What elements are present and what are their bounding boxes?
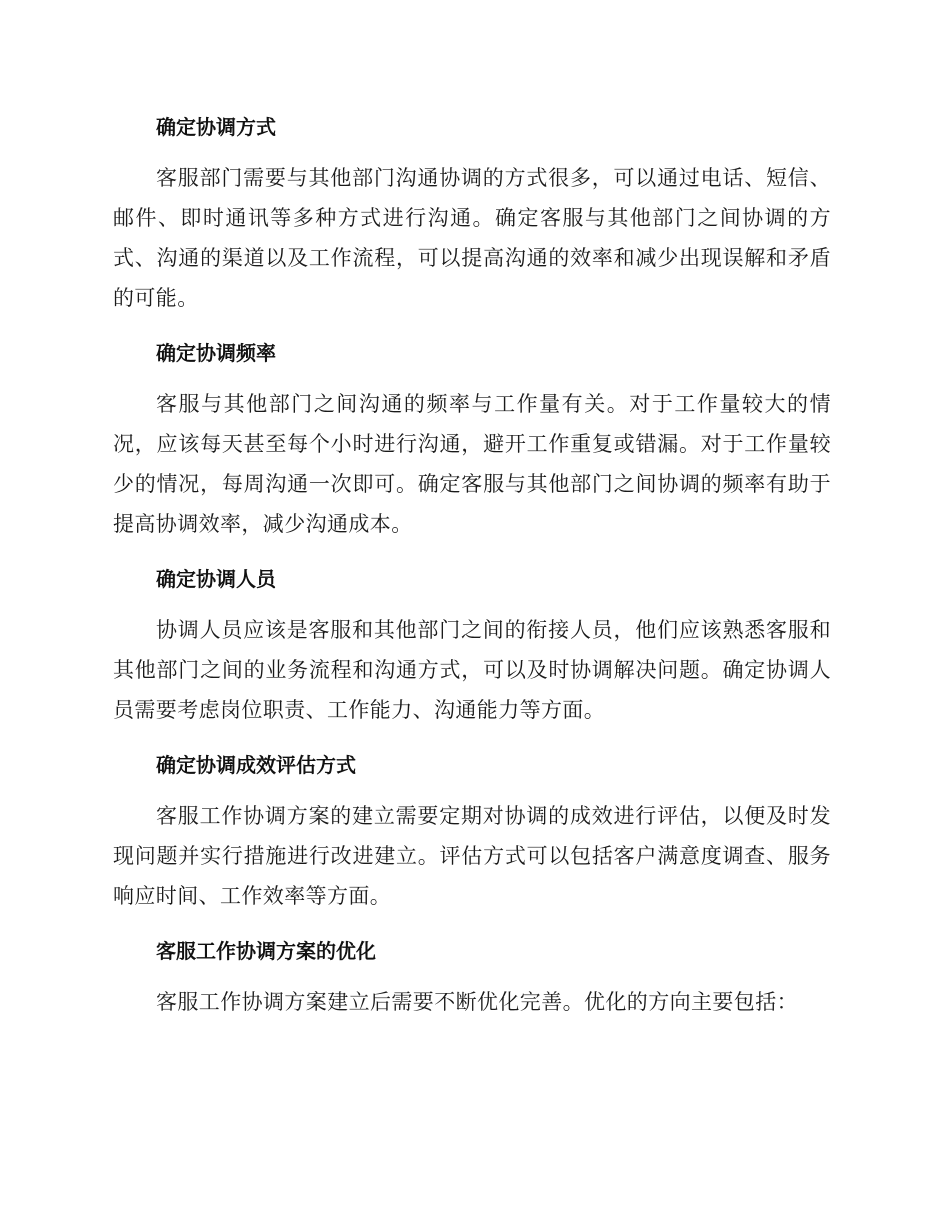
section-heading-effectiveness-evaluation: 确定协调成效评估方式 [156,753,356,777]
section-heading-coordination-frequency: 确定协调频率 [156,341,276,365]
section-body-coordination-method: 客服部门需要与其他部门沟通协调的方式很多，可以通过电话、短信、邮件、即时通讯等多种方式进行沟通。确定客服与其他部门之间协调的方式、沟通的渠道以及工作流程，可以提高沟通的效率和减少出现误解和矛盾的可能。 [113,166,831,310]
section-heading-coordination-staff: 确定协调人员 [156,567,276,591]
section-body-plan-optimization: 客服工作协调方案建立后需要不断优化完善。优化的方向主要包括： [156,990,798,1014]
section-body-coordination-staff: 协调人员应该是客服和其他部门之间的衔接人员，他们应该熟悉客服和其他部门之间的业务流程和沟通方式，可以及时协调解决问题。确定协调人员需要考虑岗位职责、工作能力、沟通能力等方面。 [113,618,831,722]
section-heading-coordination-method: 确定协调方式 [156,115,276,139]
document-content [113,112,831,1042]
section-body-effectiveness-evaluation: 客服工作协调方案的建立需要定期对协调的成效进行评估，以便及时发现问题并实行措施进行改进建立。评估方式可以包括客户满意度调查、服务响应时间、工作效率等方面。 [113,804,831,908]
section-heading-plan-optimization: 客服工作协调方案的优化 [156,939,376,963]
section-body-coordination-frequency: 客服与其他部门之间沟通的频率与工作量有关。对于工作量较大的情况，应该每天甚至每个小时进行沟通，避开工作重复或错漏。对于工作量较少的情况，每周沟通一次即可。确定客服与其他部门之间协调的频率有助于提高协调效率，减少沟通成本。 [113,392,831,536]
